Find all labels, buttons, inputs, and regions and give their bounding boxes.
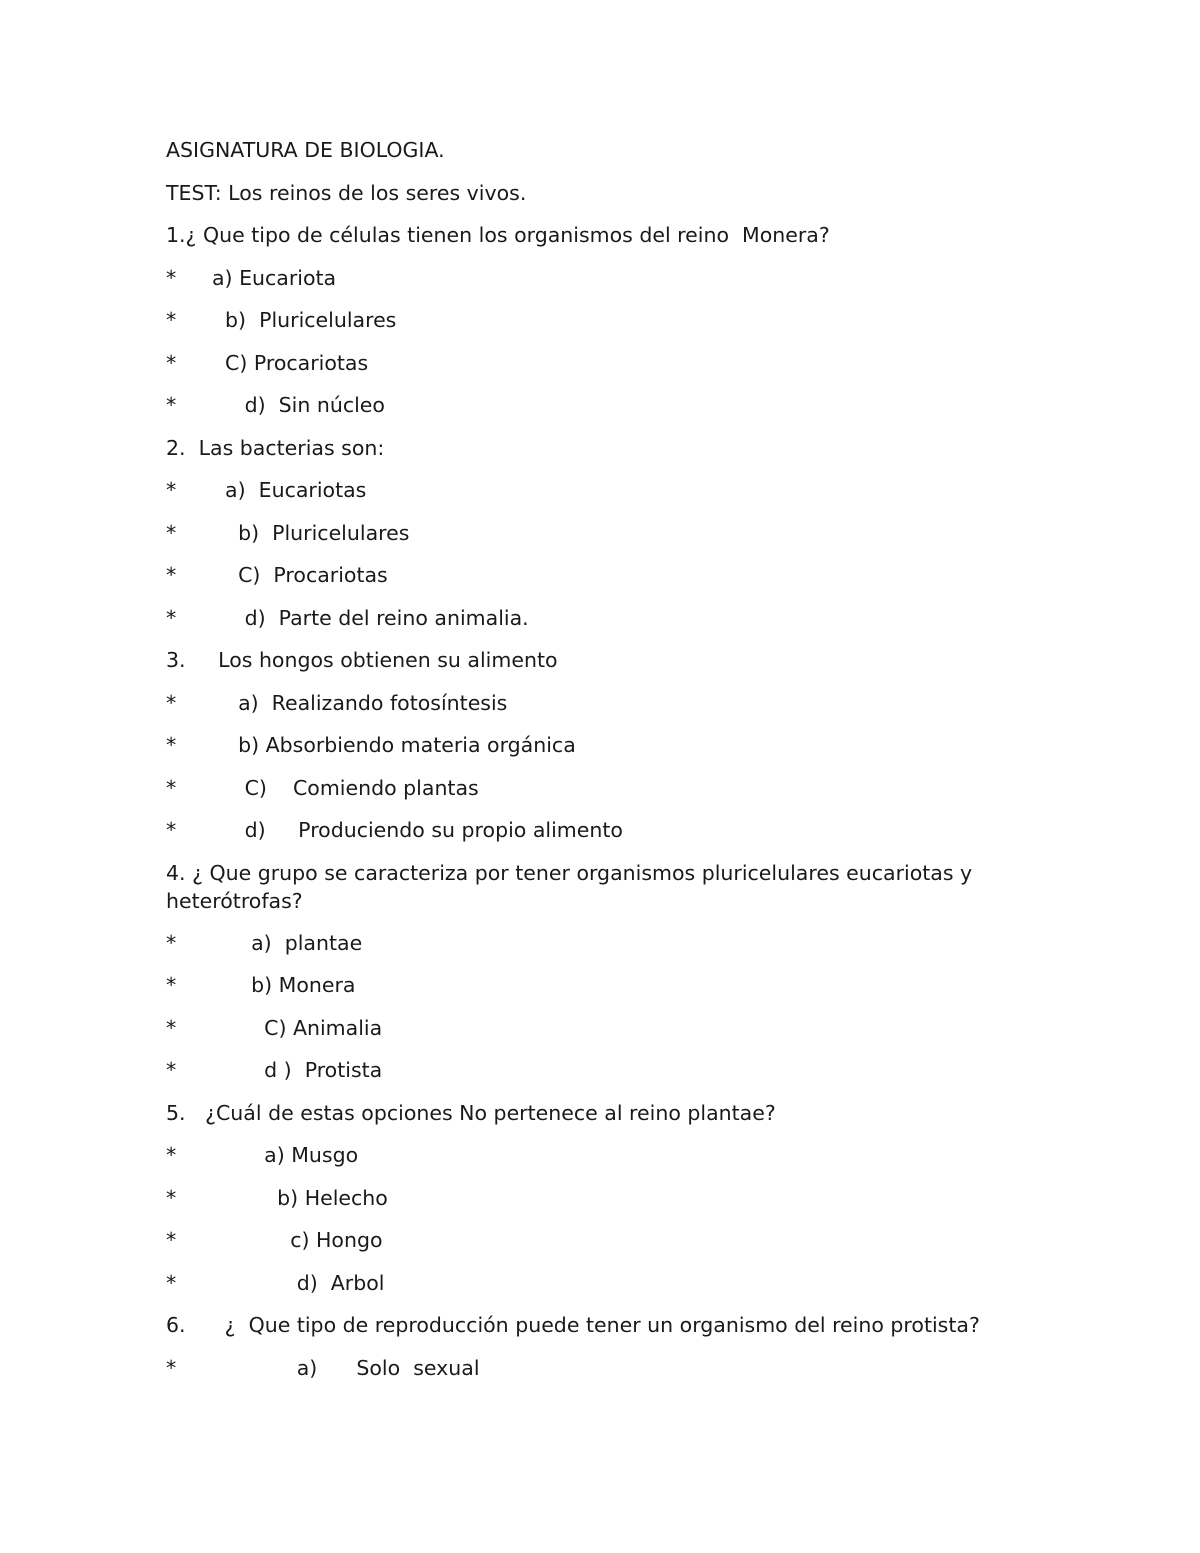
bullet-star: *	[166, 690, 177, 715]
bullet-star: *	[166, 350, 177, 375]
question-2: 2. Las bacterias son:	[166, 435, 385, 460]
option-text: a) Musgo	[212, 1143, 359, 1167]
question-3: 3. Los hongos obtienen su alimento	[166, 648, 558, 672]
bullet-star: *	[166, 478, 177, 502]
bullet-star: *	[166, 1143, 177, 1167]
bullet-star: *	[166, 1058, 177, 1082]
option-text: C) Comiendo plantas	[212, 775, 479, 800]
option-text: a) plantae	[212, 930, 363, 955]
option-text: b) Monera	[212, 973, 356, 997]
bullet-star: *	[166, 605, 177, 630]
option-5a	[166, 1141, 1046, 1169]
option-text: b) Absorbiendo materia orgánica	[212, 733, 576, 757]
option-5b	[166, 1184, 1046, 1212]
question-5: 5. ¿Cuál de estas opciones No pertenece al reino plantae?	[166, 1100, 776, 1125]
bullet-star: *	[166, 1185, 177, 1210]
option-5c	[166, 1226, 1046, 1254]
option-1b	[166, 306, 1046, 334]
option-2a	[166, 476, 1046, 504]
bullet-star: *	[166, 563, 177, 587]
option-text: a) Eucariota	[212, 265, 337, 290]
option-1d	[166, 391, 1046, 419]
bullet-star: *	[166, 1355, 177, 1380]
option-text: b) Pluricelulares	[212, 520, 410, 545]
bullet-star: *	[166, 265, 177, 290]
option-text: d) Sin núcleo	[212, 393, 385, 417]
bullet-star: *	[166, 818, 177, 842]
bullet-star: *	[166, 393, 177, 417]
option-text: C) Procariotas	[212, 350, 369, 375]
option-1c	[166, 349, 1046, 377]
option-text: b) Pluricelulares	[212, 308, 397, 332]
option-5d	[166, 1269, 1046, 1297]
option-text: c) Hongo	[212, 1228, 383, 1252]
option-text: b) Helecho	[212, 1185, 388, 1210]
option-text: d) Parte del reino animalia.	[212, 605, 529, 630]
option-text: a) Realizando fotosíntesis	[212, 690, 508, 715]
option-text: d) Produciendo su propio alimento	[212, 818, 623, 842]
option-3d	[166, 816, 1046, 844]
bullet-star: *	[166, 1270, 177, 1295]
option-2d	[166, 604, 1046, 632]
option-3b	[166, 731, 1046, 759]
option-text: C) Animalia	[212, 1015, 383, 1040]
bullet-star: *	[166, 930, 177, 955]
option-6a	[166, 1354, 1046, 1382]
option-3c	[166, 774, 1046, 802]
bullet-star: *	[166, 1015, 177, 1040]
option-2b	[166, 519, 1046, 547]
option-1a	[166, 264, 1046, 292]
subject-heading: ASIGNATURA DE BIOLOGIA.	[166, 138, 445, 162]
bullet-star: *	[166, 520, 177, 545]
question-4: 4. ¿ Que grupo se caracteriza por tener organismos pluricelulares eucariotas y heterótrofas?	[166, 860, 979, 913]
question-6: 6. ¿ Que tipo de reproducción puede tener un organismo del reino protista?	[166, 1313, 980, 1337]
option-4b	[166, 971, 1046, 999]
option-4c	[166, 1014, 1046, 1042]
bullet-star: *	[166, 1228, 177, 1252]
option-text: d) Arbol	[212, 1270, 385, 1295]
option-text: a) Eucariotas	[212, 478, 367, 502]
document-body	[166, 136, 1046, 1396]
bullet-star: *	[166, 308, 177, 332]
bullet-star: *	[166, 775, 177, 800]
option-4a	[166, 929, 1046, 957]
test-title: TEST: Los reinos de los seres vivos.	[166, 180, 527, 205]
option-2c	[166, 561, 1046, 589]
question-1: 1.¿ Que tipo de células tienen los organismos del reino Monera?	[166, 223, 830, 247]
bullet-star: *	[166, 733, 177, 757]
option-text: d ) Protista	[212, 1058, 383, 1082]
option-text: a) Solo sexual	[212, 1355, 480, 1380]
option-text: C) Procariotas	[212, 563, 388, 587]
option-3a	[166, 689, 1046, 717]
option-4d	[166, 1056, 1046, 1084]
bullet-star: *	[166, 973, 177, 997]
